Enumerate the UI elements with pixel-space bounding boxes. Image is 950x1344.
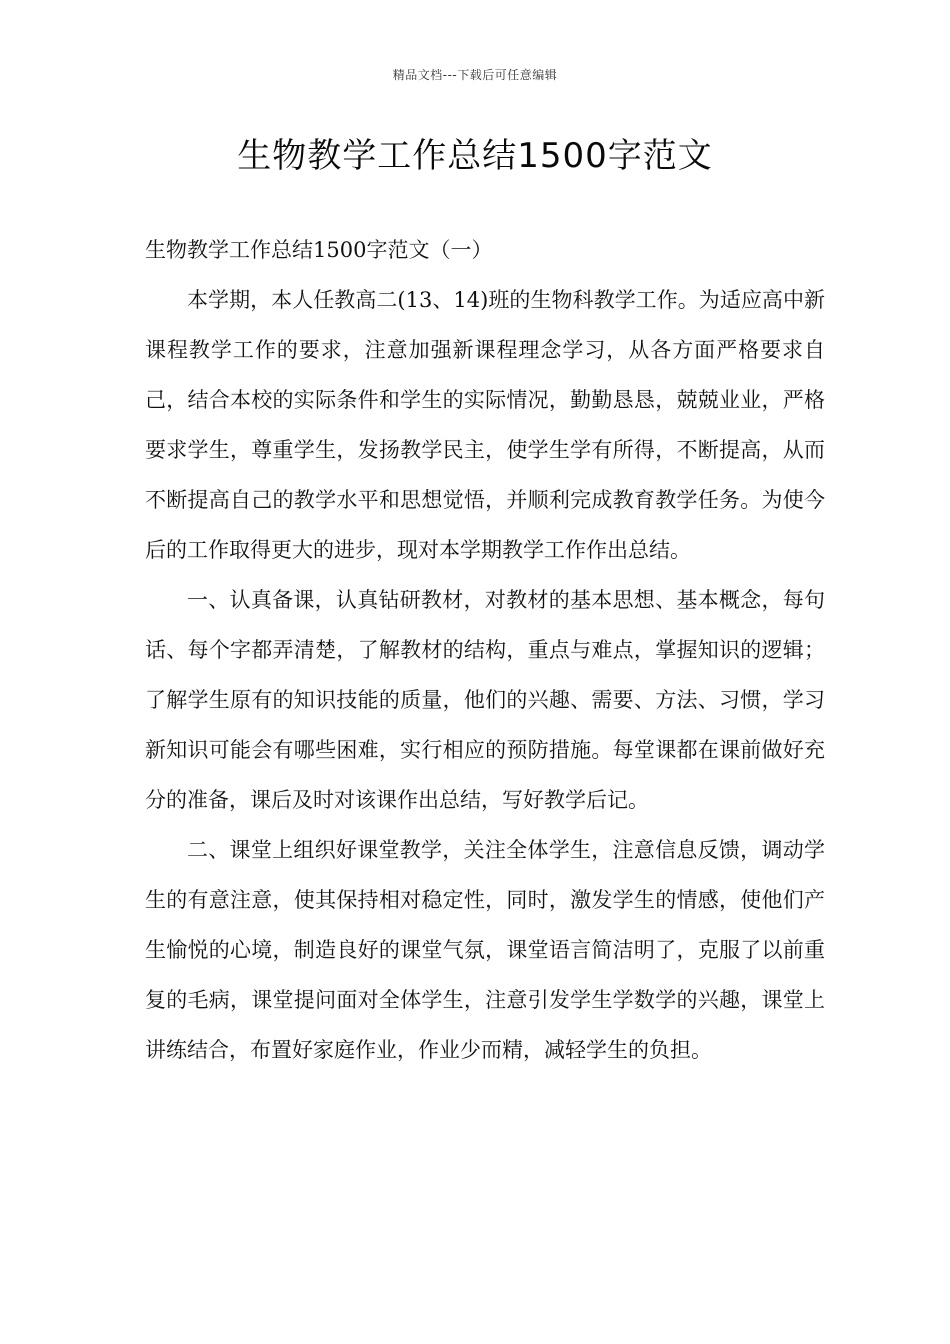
paragraph-classroom: 二、课堂上组织好课堂教学，关注全体学生，注意信息反馈，调动学生的有意注意，使其保持相对稳定性，同时，激发学生的情感，使他们产生愉悦的心境，制造良好的课堂气氛，课堂语言简洁明了，克服了以前重复的毛病，课堂提问面对全体学生，注意引发学生学数学的兴趣，课堂上讲练结合，布置好家庭作业，作业少而精，减轻学生的负担。 bbox=[145, 838, 825, 1062]
section-subtitle: 生物教学工作总结1500字范文（一） bbox=[145, 238, 493, 262]
document-title: 生物教学工作总结1500字范文 bbox=[237, 136, 713, 176]
paragraph-intro: 本学期，本人任教高二(13、14)班的生物科教学工作。为适应高中新课程教学工作的要求，注意加强新课程理念学习，从各方面严格要求自己，结合本校的实际条件和学生的实际情况，勤勤恳恳，兢兢业业，严格要求学生，尊重学生，发扬教学民主，使学生学有所得，不断提高，从而不断提高自己的教学水平和思想觉悟，并顺利完成教育教学任务。为使今后的工作取得更大的进步，现对本学期教学工作作出总结。 bbox=[145, 288, 825, 562]
header-note: 精品文档---下载后可任意编辑 bbox=[392, 68, 558, 82]
document-body bbox=[145, 225, 825, 1075]
paragraph-preparation: 一、认真备课，认真钻研教材，对教材的基本思想、基本概念，每句话、每个字都弄清楚，了解教材的结构，重点与难点，掌握知识的逻辑；了解学生原有的知识技能的质量，他们的兴趣、需要、方法、习惯，学习新知识可能会有哪些困难，实行相应的预防措施。每堂课都在课前做好充分的准备，课后及时对该课作出总结，写好教学后记。 bbox=[145, 588, 825, 812]
